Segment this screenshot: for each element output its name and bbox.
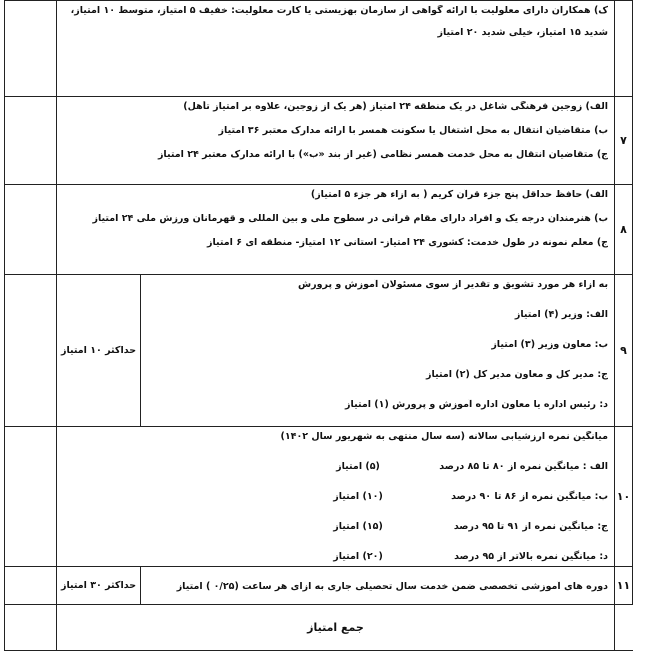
row-7-item-a: الف) زوجین فرهنگی شاغل در یک منطقه ۲۴ امتیاز (هر یک از زوجین، علاوه بر امتیاز تأهل) <box>183 101 609 112</box>
row-9-item-b: ب: معاون وزیر (۳) امتیاز <box>491 338 609 350</box>
row-number: ۱۱ <box>615 567 633 605</box>
row-number: ۷ <box>615 97 633 185</box>
row-9-intro: به ازاء هر مورد تشویق و تقدیر از سوی مسئولان آموزش و پرورش <box>298 279 609 290</box>
row-number: ۹ <box>615 275 633 427</box>
row-10-item <box>63 551 608 563</box>
row-10-item-text: الف : میانگین نمره از ۸۰ تا ۸۵ درصد <box>439 460 609 472</box>
score-cell <box>5 185 57 275</box>
row-number: ۸ <box>615 185 633 275</box>
row-8-item-c: ج) معلم نمونه در طول خدمت: کشوری ۲۴ امتیاز- استانی ۱۲ امتیاز- منطقه ای ۶ امتیاز <box>206 236 609 248</box>
row-11-max: حداکثر ۳۰ امتیاز <box>57 567 141 605</box>
score-table <box>4 0 633 651</box>
row-number: ۱۰ <box>615 427 633 567</box>
row-10-intro: میانگین نمره ارزشیابی سالانه (سه سال منتهی به شهریور سال ۱۴۰۲) <box>280 431 609 442</box>
row-number-empty <box>615 1 633 97</box>
row-10-item <box>63 521 608 533</box>
table-row-k <box>5 1 633 97</box>
row-8-content <box>57 185 615 275</box>
score-cell <box>5 97 57 185</box>
table-row-total <box>5 605 633 651</box>
total-empty-cell <box>615 605 633 651</box>
total-label: جمع امتیاز <box>57 605 615 651</box>
row-10-item-points: (۱۰) امتیاز <box>333 490 383 502</box>
row-10-item-points: (۲۰) امتیاز <box>333 550 383 562</box>
row-8-item-b: ب) هنرمندان درجه یک و افراد دارای مقام قرآنی در سطوح ملی و بین المللی و قهرمانان ورزش ملی ۲۴ امتیاز <box>92 212 609 224</box>
row-10-item <box>63 461 608 473</box>
score-cell <box>5 427 57 567</box>
table-row-7 <box>5 97 633 185</box>
row-k-line-1: ک) همکاران دارای معلولیت با ارائه گواهی از سازمان بهزیستی یا کارت معلولیت: خفیف ۵ امتیاز، متوسط ۱۰ امتیاز، <box>70 5 609 16</box>
row-11-content <box>141 567 615 605</box>
table-row-8 <box>5 185 633 275</box>
table-row-11 <box>5 567 633 605</box>
row-k-line-2: شدید ۱۵ امتیاز، خیلی شدید ۲۰ امتیاز <box>437 26 609 38</box>
row-8-item-a: الف) حافظ حداقل پنج جزء قرآن کریم ( به ازاء هر جزء ۵ امتیاز) <box>310 189 609 200</box>
row-9-content <box>141 275 615 427</box>
row-k-content <box>57 1 615 97</box>
row-10-item-points: (۵) امتیاز <box>336 460 380 472</box>
row-10-item <box>63 491 608 503</box>
row-7-content <box>57 97 615 185</box>
score-cell <box>5 1 57 97</box>
row-9-item-d: د: رئیس اداره یا معاون اداره آموزش و پرورش (۱) امتیاز <box>345 398 609 410</box>
row-7-item-b: ب) متقاضیان انتقال به محل اشتغال یا سکونت همسر با ارائه مدارک معتبر ۳۶ امتیاز <box>218 124 609 136</box>
score-cell <box>5 567 57 605</box>
score-cell <box>5 275 57 427</box>
row-9-max: حداکثر ۱۰ امتیاز <box>57 275 141 427</box>
row-9-item-c: ج: مدیر کل و معاون مدیر کل (۲) امتیاز <box>426 368 609 380</box>
row-9-item-a: الف: وزیر (۴) امتیاز <box>514 308 609 320</box>
total-score-cell <box>5 605 57 651</box>
row-10-item-text: ج: میانگین نمره از ۹۱ تا ۹۵ درصد <box>453 520 609 532</box>
table-row-10 <box>5 427 633 567</box>
row-10-item-text: د: میانگین نمره بالاتر از ۹۵ درصد <box>454 550 609 562</box>
row-7-item-c: ج) متقاضیان انتقال به محل خدمت همسر نظامی (غیر از بند «ب») با ارائه مدارک معتبر ۲۴ امتیاز <box>157 148 609 160</box>
row-10-item-points: (۱۵) امتیاز <box>333 520 383 532</box>
row-11-text: دوره های آموزشی تخصصی ضمن خدمت سال تحصیلی جاری به ازای هر ساعت (۰/۲۵ ) امتیاز <box>176 580 609 592</box>
row-10-item-text: ب: میانگین نمره از ۸۶ تا ۹۰ درصد <box>451 490 609 502</box>
row-10-content <box>57 427 615 567</box>
table-row-9 <box>5 275 633 427</box>
